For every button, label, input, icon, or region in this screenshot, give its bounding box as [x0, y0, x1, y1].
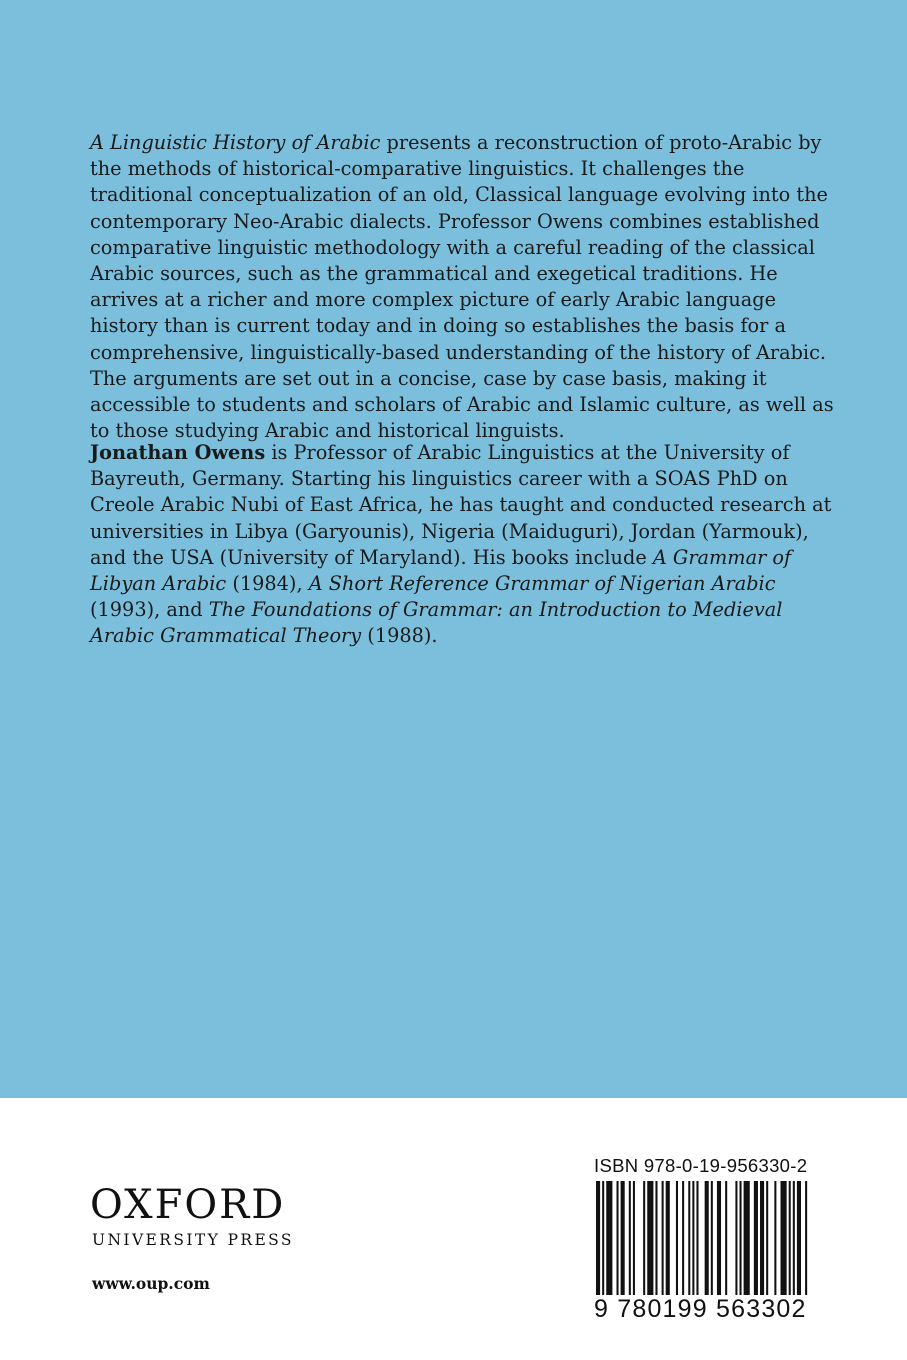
book-year-1: (1984), [226, 572, 309, 596]
book-year-2: (1993), and [90, 598, 209, 622]
book-title-2: A Short Reference Grammar of Nigerian Arabic [308, 572, 776, 596]
barcode-icon [594, 1181, 808, 1299]
book-blurb [90, 130, 835, 444]
isbn-label: ISBN 978-0-19-956330-2 [594, 1155, 808, 1176]
publisher-website: www.oup.com [92, 1274, 210, 1293]
book-title-1: A Grammar of Libyan Arabic [90, 545, 792, 596]
publisher-logo: OXFORD [90, 1182, 286, 1228]
barcode-digits: 9 780199 563302 [594, 1295, 814, 1324]
book-title-3: The Foundations of Grammar: an Introduction to Medieval Arabic Grammatical Theory [90, 598, 783, 648]
publisher-subtitle: UNIVERSITY PRESS [92, 1231, 294, 1249]
author-name: Jonathan Owens [90, 441, 266, 464]
book-title: A Linguistic History of Arabic [90, 131, 381, 154]
book-year-3: (1988). [361, 624, 438, 648]
author-bio [90, 440, 835, 650]
bio-text-1: is Professor of Arabic Linguistics at the University of Bayreuth, Germany. Starting his linguistics career with a SOAS PhD on Creole Arabic Nubi of East Africa, he has taught and conducted research at universities in Libya (Garyounis), Nigeria (Maiduguri), Jordan (Yarmouk), and the USA (University of Maryland). His books include [90, 441, 832, 569]
blurb-text: presents a reconstruction of proto-Arabic by the methods of historical-comparative linguistics. It challenges the traditional conceptualization of an old, Classical language evolving into the contemporary Neo-Arabic dialects. Professor Owens combines established comparative linguistic methodology with a careful reading of the classical Arabic sources, such as the grammatical and exegetical traditions. He arrives at a richer and more complex picture of early Arabic language history than is current today and in doing so establishes the basis for a comprehensive, linguistically-based understanding of the history of Arabic. The arguments are set out in a concise, case by case basis, making it accessible to students and scholars of Arabic and Islamic culture, as well as to those studying Arabic and historical linguists. [90, 131, 834, 443]
